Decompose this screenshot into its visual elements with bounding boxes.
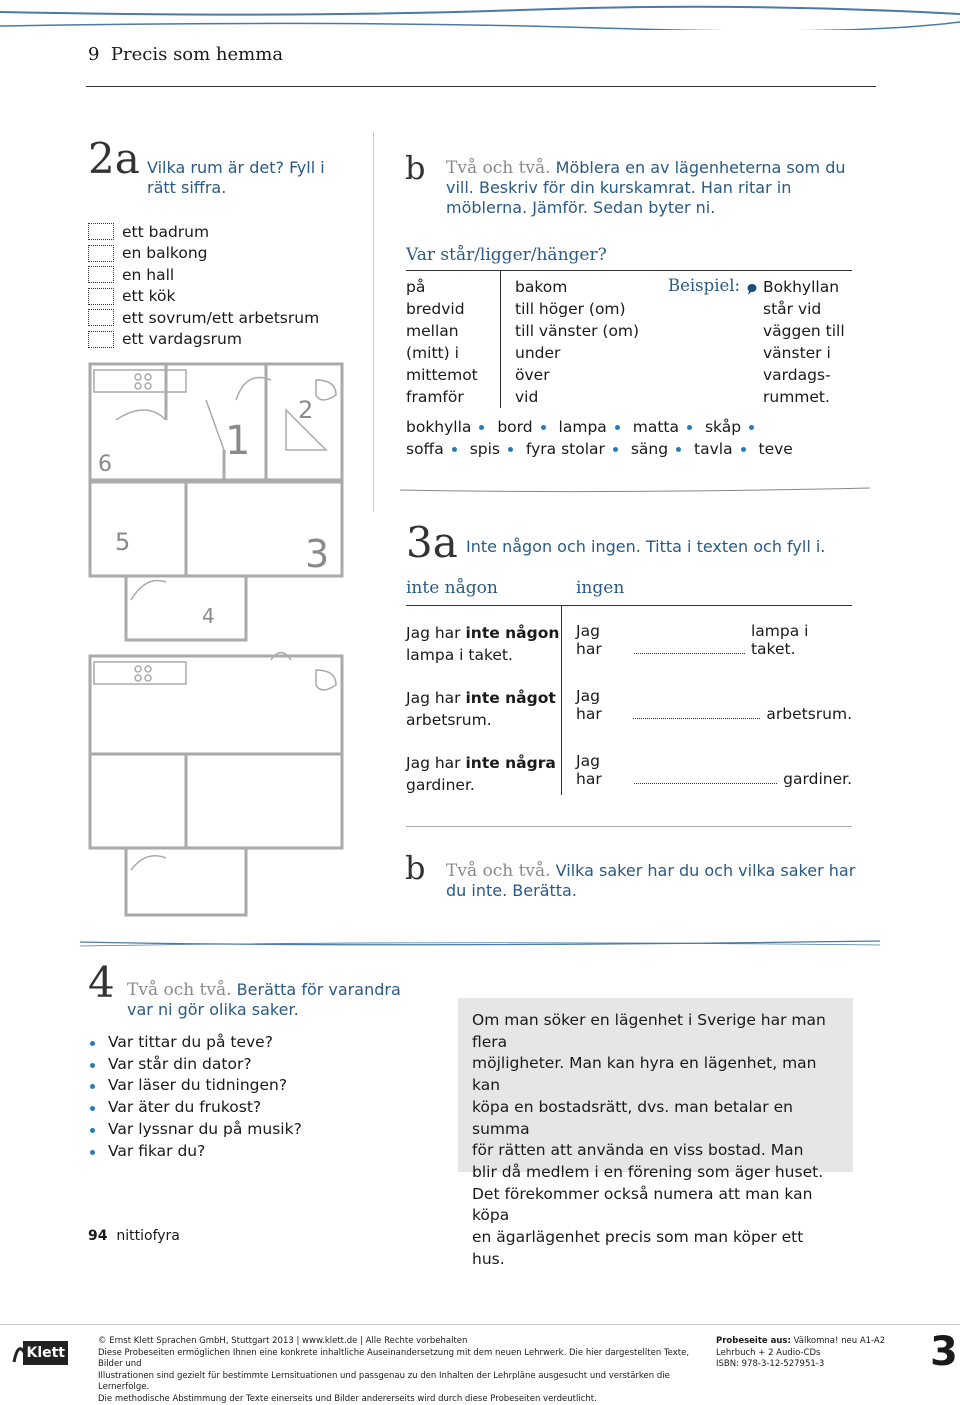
answer-box[interactable]: [88, 223, 114, 240]
footer-legal: © Ernst Klett Sprachen GmbH, Stuttgart 2013 | www.klett.de | Alle Rechte vorbehalten Diese Probeseiten ermöglichen Ihnen eine konkrete inhaltliche Auseinandersetzung mit dem neuen Lehrwerk. Die hier dargestellten Texte, Bilder und Illustrationen sind gezielt für bestimmte Lernsituationen und passgenau zu den Inhalten der Lehrpläne ausgesucht und verstärken die Lernerfolge. Die methodische Abstimmung der Texte einerseits und Bilder andererseits wird durch diese Probeseiten verdeutlicht.: [98, 1336, 690, 1404]
exercise-letter-3b: b: [405, 849, 426, 887]
exercise-2a-instruction: Vilka rum är det? Fyll i rätt siffra.: [147, 158, 325, 197]
preposition-column-2: bakom till höger (om) till vänster (om) under över vid: [515, 278, 640, 406]
list-item: Var lyssnar du på musik?: [88, 1119, 302, 1141]
example-row-1: Jag har inte någon lampa i taket.: [406, 624, 560, 664]
exercise-2b-instruction-2: du vill. Beskriv för din kurskamrat. Han ritar in möblerna. Jämför. Sedan byter ni.: [446, 158, 846, 217]
column-rule: [500, 270, 501, 408]
plan-number-6: 6: [98, 452, 112, 477]
fill-blank[interactable]: [634, 653, 745, 654]
plan-number-2: 2: [298, 396, 314, 424]
footer-product: Probeseite aus: Välkomna! neu A1-A2 Lehrbuch + 2 Audio-CDs ISBN: 978-3-12-527951-3: [716, 1336, 886, 1369]
list-item: Var tittar du på teve?: [88, 1032, 302, 1054]
top-decoration: [0, 0, 960, 30]
exercise-number-2a: 2a: [88, 134, 140, 183]
list-item: Var äter du frukost?: [88, 1097, 302, 1119]
example-row-2: Jag har inte något arbetsrum.: [406, 689, 556, 729]
example-row-3: Jag har inte några gardiner.: [406, 754, 556, 794]
list-item: Var läser du tidningen?: [88, 1075, 302, 1097]
furniture-words: bokhylla bord lampa matta skåp soffa spis fyra stolar säng tavla teve: [406, 418, 793, 458]
column-divider: [373, 132, 374, 512]
room-item[interactable]: ett vardagsrum: [88, 329, 319, 351]
column-head-inte-nagon: inte någon: [406, 578, 498, 598]
exercise-letter-2b: b: [405, 149, 426, 187]
example-label: Beispiel:: [668, 276, 741, 295]
exercise-number-4: 4: [88, 958, 115, 1007]
column-head-ingen: ingen: [576, 578, 625, 598]
room-item[interactable]: ett badrum: [88, 221, 319, 243]
exercise-4-instruction-b: varandra var ni gör olika saker.: [127, 980, 401, 1019]
room-item[interactable]: ett kök: [88, 286, 319, 308]
exercise-number-3a: 3a: [406, 518, 458, 567]
pair-work-label: Två och två.: [446, 861, 551, 881]
column-rule: [561, 605, 562, 795]
section-divider: [400, 484, 870, 496]
table-rule: [406, 270, 852, 271]
plan-number-5: 5: [115, 528, 131, 556]
info-box: Om man söker en lägenhet i Sverige har man flera möjligheter. Man kan hyra en lägenhet, man kan köpa en bostadsrätt, dvs. man betalar en summa för rätten att använda en viss bostad. Man blir då medlem i en förening som äger huset. Det förekommer också numera att man kan köpa en ägarlägenhet precis som man köper ett hus.: [458, 998, 853, 1172]
preposition-column-1: på bredvid mellan (mitt) i mittemot framför: [406, 278, 478, 406]
room-item[interactable]: en balkong: [88, 243, 319, 265]
list-item: Var står din dator?: [88, 1054, 302, 1076]
example-sentence: Bokhyllan står vid väggen till vänster i vardags- rummet.: [763, 278, 845, 406]
plan-number-4: 4: [202, 604, 215, 628]
chapter-number: 9: [88, 44, 100, 65]
klett-logo: Klett: [10, 1336, 68, 1370]
footer-rule: [0, 1324, 960, 1325]
table-rule: [406, 605, 852, 606]
plan-number-1: 1: [225, 418, 251, 464]
pair-work-label: Två och två.: [127, 980, 232, 1000]
exercise-3a-instruction: Inte någon och ingen. Titta i texten och fyll i.: [466, 537, 826, 556]
footer-big-number: 3: [930, 1329, 958, 1375]
section-rule: [406, 826, 852, 827]
speech-bubble-icon: [745, 282, 759, 296]
exercise-2b-instruction-1: Möblera en av lägenheterna som: [555, 158, 821, 177]
fill-row-1: Jag har lampa i taket.: [576, 622, 809, 658]
fill-blank[interactable]: [634, 783, 777, 784]
question-list: [68, 1032, 302, 1162]
fill-row-2: Jag har arbetsrum.: [576, 687, 852, 723]
chapter-header: [88, 44, 283, 65]
room-checklist: [88, 221, 319, 350]
answer-box[interactable]: [88, 245, 114, 262]
fill-blank[interactable]: [633, 718, 760, 719]
chapter-title: Precis som hemma: [110, 44, 284, 65]
list-item: Var fikar du?: [88, 1141, 302, 1163]
exercise-3b-instruction: Vilka saker har du och vilka saker har du inte. Berätta.: [446, 861, 856, 900]
section-divider: [80, 936, 880, 950]
pair-work-label: Två och två.: [446, 158, 551, 178]
fill-row-3: Jag har gardiner.: [576, 752, 852, 788]
answer-box[interactable]: [88, 266, 114, 283]
room-item[interactable]: en hall: [88, 264, 319, 286]
page-number: 94 nittiofyra: [88, 1228, 180, 1244]
subheading-placement: Var står/ligger/hänger?: [406, 245, 607, 265]
exercise-4-instruction-a: Berätta för: [236, 980, 324, 999]
room-item[interactable]: ett sovrum/ett arbetsrum: [88, 307, 319, 329]
klett-logo-icon: [10, 1338, 23, 1368]
answer-box[interactable]: [88, 288, 114, 305]
answer-box[interactable]: [88, 331, 114, 348]
plan-number-3: 3: [305, 532, 330, 576]
answer-box[interactable]: [88, 309, 114, 326]
header-rule: [86, 86, 876, 87]
